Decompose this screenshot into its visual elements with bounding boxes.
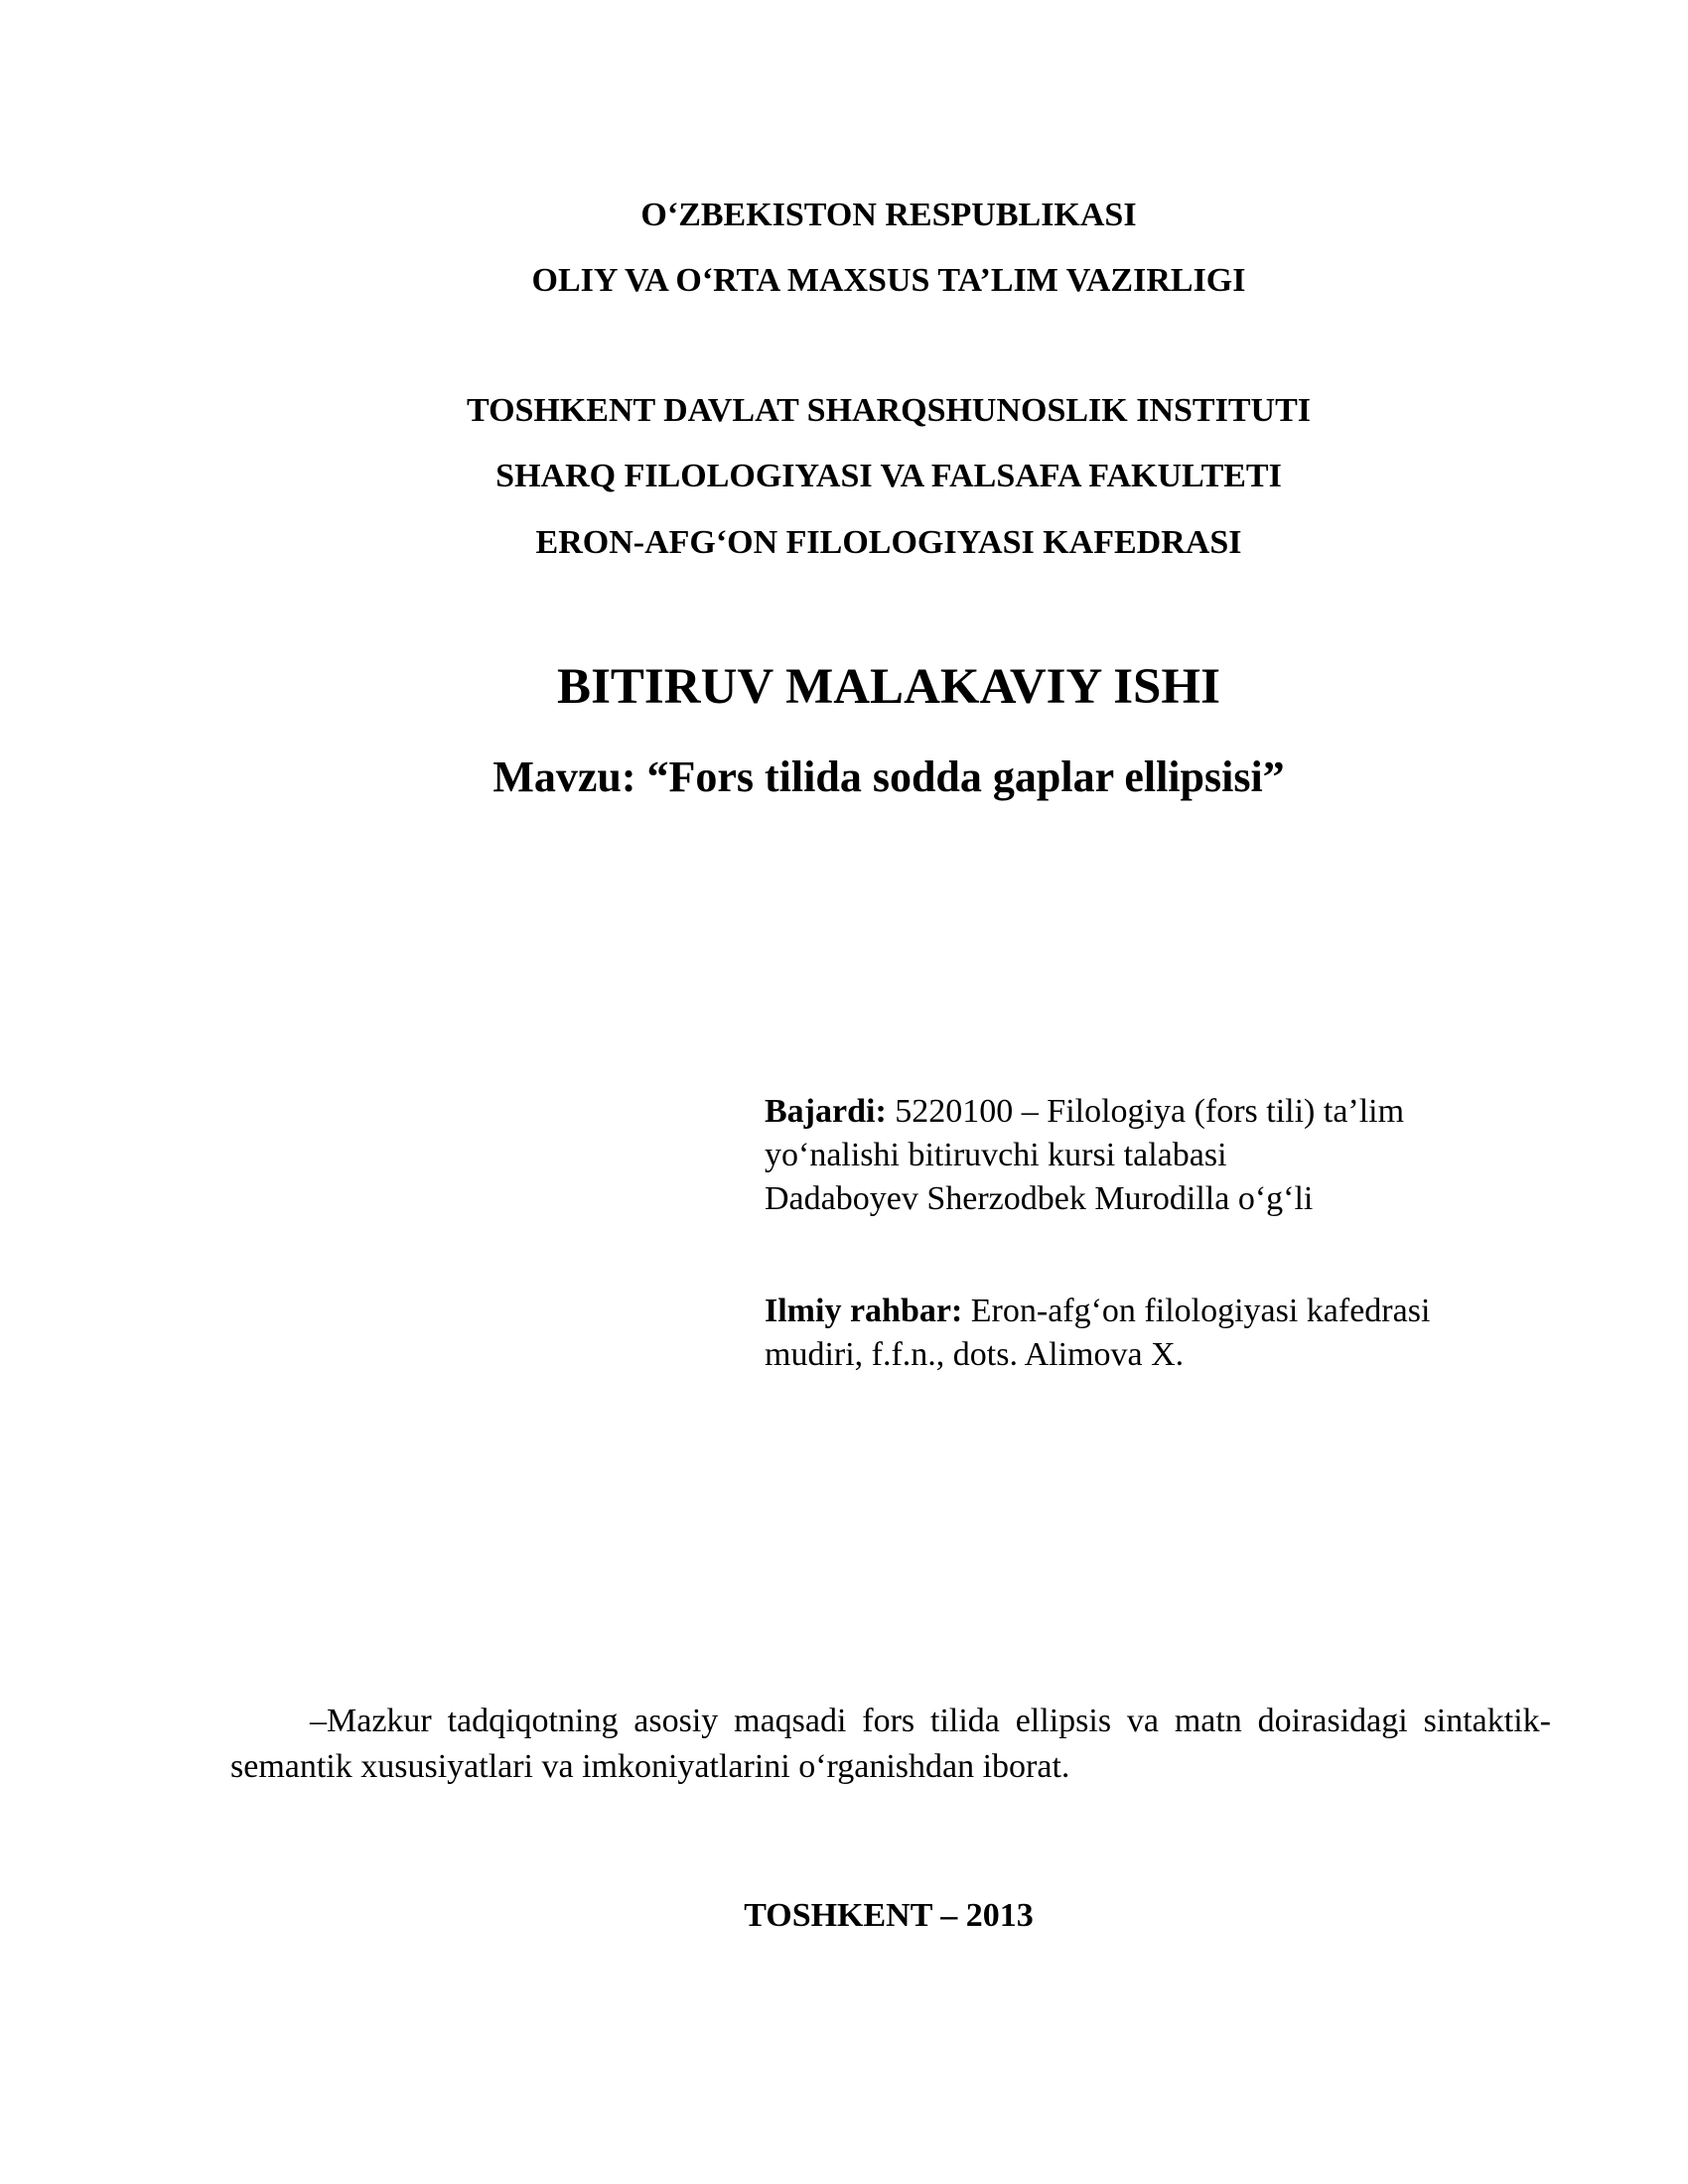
- ministry-line-2: OLIY VA O‘RTA MAXSUS TA’LIM VAZIRLIGI: [531, 262, 1246, 299]
- supervisor-label: Ilmiy rahbar:: [765, 1293, 963, 1329]
- supervisor-name: mudiri, f.f.n., dots. Alimova X.: [765, 1336, 1185, 1373]
- institution-line-1: TOSHKENT DAVLAT SHARQSHUNOSLIK INSTITUTI: [467, 392, 1311, 429]
- performer-label: Bajardi:: [765, 1093, 887, 1130]
- performer-line-2: yo‘nalishi bitiruvchi kursi talabasi: [765, 1137, 1227, 1173]
- document-title: BITIRUV MALAKAVIY ISHI: [557, 659, 1220, 715]
- ministry-line-1: O‘ZBEKISTON RESPUBLIKASI: [640, 197, 1137, 233]
- abstract-paragraph: –Mazkur tadqiqotning asosiy maqsadi fors tilida ellipsis va matn doirasidagi sintaktik-semantik xususiyatlari va imkoniyatlarini o‘rganishdan iborat.: [230, 1703, 1551, 1785]
- institution-line-2: SHARQ FILOLOGIYASI VA FALSAFA FAKULTETI: [495, 458, 1282, 494]
- supervisor-block: [765, 1290, 1638, 1377]
- performer-line-1: [765, 1090, 1638, 1134]
- performer-block: [765, 1090, 1638, 1221]
- place-year: TOSHKENT – 2013: [744, 1897, 1034, 1934]
- performer-name: Dadaboyev Sherzodbek Murodilla o‘g‘li: [765, 1180, 1314, 1217]
- supervisor-line-1: [765, 1290, 1638, 1333]
- supervisor-department: Eron-afg‘on filologiyasi kafedrasi: [962, 1293, 1431, 1329]
- document-topic: Mavzu: “Fors tilida sodda gaplar ellipsisi”: [492, 752, 1285, 801]
- performer-program: 5220100 – Filologiya (fors tili) ta’lim: [886, 1093, 1405, 1130]
- institution-line-3: ERON-AFG‘ON FILOLOGIYASI KAFEDRASI: [535, 524, 1242, 561]
